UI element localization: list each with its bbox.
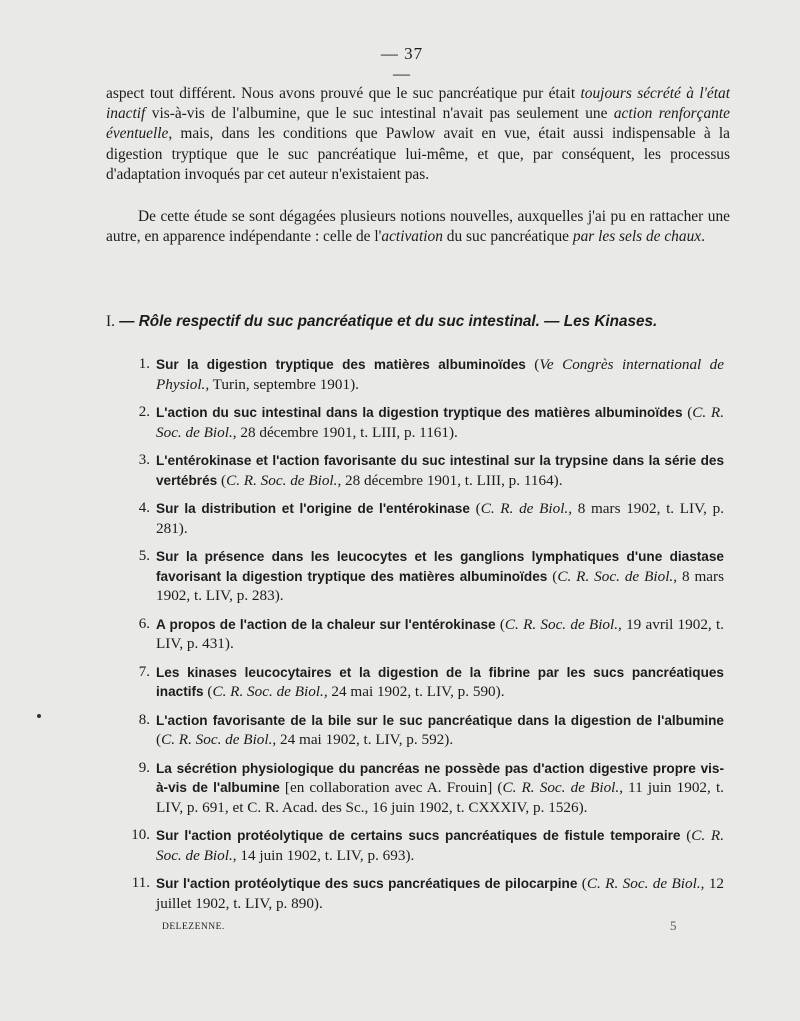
citation-details: , 24 mai 1902, t. LIV, p. 592). — [272, 731, 454, 748]
citation-prefix: ( — [682, 404, 693, 421]
page-number: — 37 — — [380, 44, 424, 83]
citation-journal: C. R. Soc. de Biol. — [504, 615, 619, 633]
reference-item — [116, 451, 724, 490]
reference-item — [116, 663, 724, 702]
italic-run: toujours sécrété à l'état inactif — [106, 85, 730, 123]
reference-item — [116, 499, 724, 538]
citation-prefix: [en collaboration avec A. Frouin] ( — [279, 779, 503, 796]
citation-journal: C. R. Soc. de Biol. — [226, 471, 338, 489]
reference-title: Sur la distribution et l'origine de l'entérokinase — [156, 501, 470, 516]
citation-prefix: ( — [217, 471, 227, 489]
section-heading — [106, 313, 730, 331]
citation-prefix: ( — [203, 683, 213, 700]
section-number: I. — [106, 313, 115, 330]
citation-prefix: ( — [577, 875, 587, 892]
reference-item — [116, 874, 724, 913]
sheet-number: 5 — [670, 918, 677, 933]
text-run: , mais, dans les conditions que Pawlow avait en vue, était aussi indispensable à la digestion tryptique que le suc pancréatique lui-même, et que, par conséquent, les processus d'adaptation invoqués par cet auteur n'existaient pas. — [106, 125, 730, 183]
text-run: aspect tout différent. Nous avons prouvé que le suc pancréatique pur était — [106, 85, 581, 102]
reference-number: 1. — [138, 356, 150, 372]
citation-prefix: ( — [495, 615, 505, 633]
reference-title: L'action favorisante de la bile sur le suc pancréatique dans la digestion de l'albumine — [156, 712, 724, 728]
text-run: De cette étude se sont dégagées plusieurs notions nouvelles, auxquelles j'ai pu en rattacher une autre, en apparence indépendante : celle de l' — [106, 208, 730, 246]
reference-citation — [217, 472, 562, 489]
reference-number: 7. — [138, 663, 150, 680]
reference-title: L'entérokinase et l'action favorisante du suc intestinal sur la trypsine dans la série des vertébrés — [156, 453, 724, 488]
reference-item — [116, 355, 724, 394]
citation-journal: C. R. Soc. de Biol. — [156, 404, 724, 441]
reference-number: 11. — [131, 875, 150, 891]
citation-journal: C. R. de Biol. — [480, 500, 569, 517]
reference-number: 6. — [138, 615, 150, 632]
reference-item — [116, 403, 724, 442]
citation-details: , Turin, septembre 1901). — [205, 375, 359, 393]
citation-prefix: ( — [525, 356, 540, 373]
reference-title: Sur la digestion tryptique des matières albuminoïdes — [156, 357, 526, 372]
citation-prefix: ( — [156, 731, 162, 748]
citation-journal: C. R. Soc. de Biol. — [557, 567, 674, 585]
citation-journal: C. R. Soc. de Biol. — [161, 731, 273, 748]
reference-citation — [156, 731, 453, 748]
reference-title: L'action du suc intestinal dans la digestion tryptique des matières albuminoïdes — [156, 405, 683, 420]
reference-number: 2. — [138, 404, 150, 420]
citation-details: , 8 mars 1902, t. LIV, p. 283). — [156, 567, 724, 604]
italic-run: action renforçante éventuelle — [106, 105, 730, 143]
reference-number: 8. — [138, 711, 150, 728]
reference-item — [116, 759, 724, 818]
italic-run: par les sels de chaux — [572, 228, 702, 246]
text-run: du suc pancréatique — [442, 228, 573, 246]
citation-journal: C. R. Soc. de Biol. — [502, 779, 620, 796]
reference-title: Sur l'action protéolytique des sucs pancréatiques de pilocarpine — [156, 876, 578, 891]
paragraph-1 — [106, 84, 730, 185]
citation-journal: C. R. Soc. de Biol. — [156, 827, 724, 864]
paragraph-2 — [106, 207, 730, 247]
citation-details: , 12 juillet 1902, t. LIV, p. 890). — [156, 875, 725, 912]
citation-prefix: ( — [547, 567, 558, 585]
reference-item — [116, 615, 724, 654]
reference-item — [116, 711, 724, 750]
section-title: — Rôle respectif du suc pancréatique et du suc intestinal. — Les Kinases. — [114, 313, 658, 330]
citation-prefix: ( — [680, 827, 692, 844]
citation-journal: Ve Congrès international de Physiol. — [156, 356, 725, 393]
reference-title: Sur l'action protéolytique de certains sucs pancréatiques de fistule temporaire — [156, 828, 681, 843]
citation-journal: C. R. Soc. de Biol. — [586, 875, 701, 892]
reference-number: 4. — [138, 500, 150, 516]
text-run: vis-à-vis de l'albumine, que le suc intestinal n'avait pas seulement une — [145, 105, 614, 123]
reference-title: La sécrétion physiologique du pancréas ne possède pas d'action digestive propre vis-à-vis de l'albumine — [156, 760, 724, 795]
reference-item — [116, 826, 724, 865]
reference-item — [116, 547, 724, 606]
reference-title: A propos de l'action de la chaleur sur l'entérokinase — [156, 616, 496, 632]
citation-details: , 28 décembre 1901, t. LIII, p. 1164). — [337, 471, 563, 489]
citation-journal: C. R. Soc. de Biol. — [212, 683, 324, 700]
citation-details: , 19 avril 1902, t. LIV, p. 431). — [156, 615, 724, 652]
citation-details: , 8 mars 1902, t. LIV, p. 281). — [156, 500, 724, 537]
citation-details: , 28 décembre 1901, t. LIII, p. 1161). — [232, 423, 458, 441]
citation-prefix: ( — [469, 500, 481, 517]
citation-details: , 24 mai 1902, t. LIV, p. 590). — [323, 683, 505, 700]
reference-title: Les kinases leucocytaires et la digestion de la fibrine par les sucs pancréatiques inactifs — [156, 664, 724, 699]
reference-number: 10. — [131, 827, 150, 843]
reference-title: Sur la présence dans les leucocytes et les ganglions lymphatiques d'une diastase favorisant la digestion tryptique des matières albuminoïdes — [156, 549, 724, 584]
reference-list — [116, 355, 724, 922]
citation-details: , 11 juin 1902, t. LIV, p. 691, et C. R. Acad. des Sc., 16 juin 1902, t. CXXXIV, p. 1526). — [156, 779, 724, 816]
reference-number: 3. — [138, 452, 150, 468]
italic-run: activation — [381, 228, 443, 246]
reference-number: 5. — [138, 548, 150, 564]
citation-details: , 14 juin 1902, t. LIV, p. 693). — [232, 846, 415, 864]
reference-number: 9. — [138, 759, 150, 776]
reference-citation — [204, 683, 505, 700]
text-run: . — [701, 228, 705, 246]
margin-speck — [37, 714, 41, 718]
signature-mark: DELEZENNE. — [162, 922, 225, 932]
